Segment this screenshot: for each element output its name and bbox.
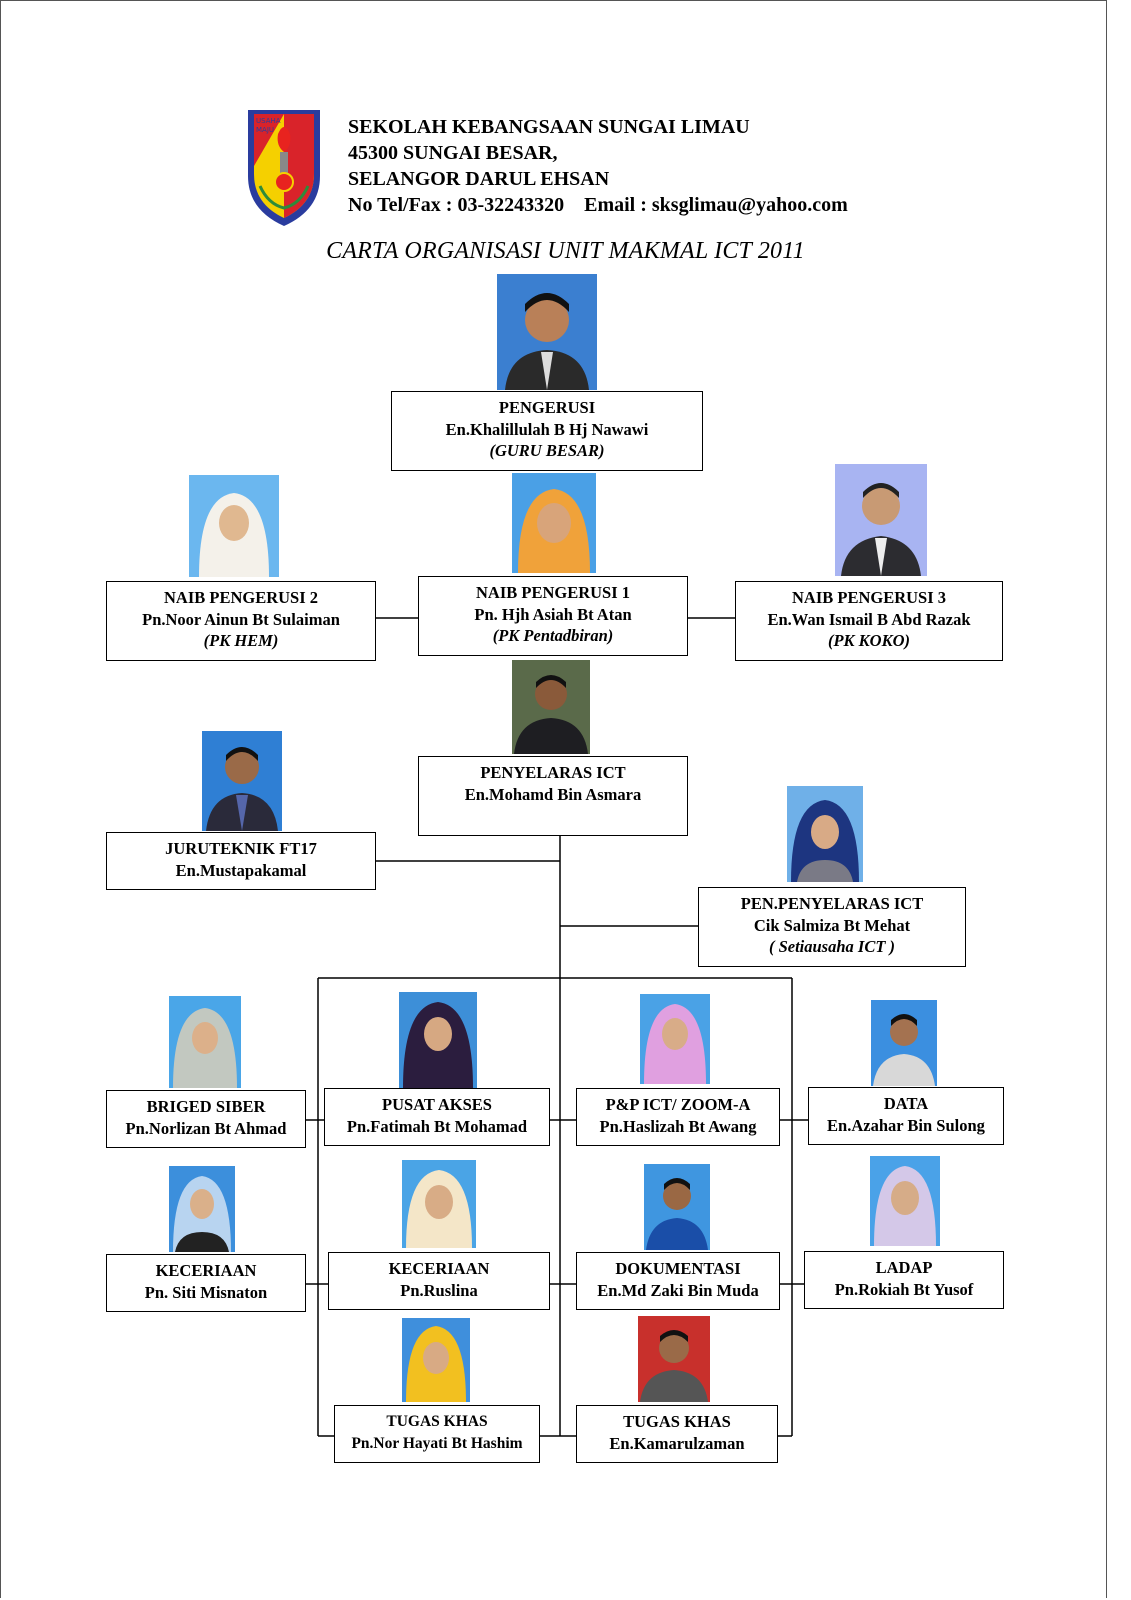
keceriaan1-name: Pn. Siti Misnaton — [144, 1282, 268, 1302]
data-photo — [871, 1000, 937, 1086]
naib2-role: NAIB PENGERUSI 2 — [163, 588, 319, 607]
naib1-role: NAIB PENGERUSI 1 — [475, 583, 631, 602]
juruteknik-photo — [202, 731, 282, 831]
pen-penyelaras-note: ( Setiausaha ICT ) — [768, 937, 896, 956]
svg-text:MAJU: MAJU — [256, 126, 275, 134]
school-contact: No Tel/Fax : 03-32243320 Email : sksglimau@yahoo.com — [348, 194, 848, 216]
naib3-note: (PK KOKO) — [827, 631, 911, 650]
pusat-name: Pn.Fatimah Bt Mohamad — [346, 1116, 528, 1136]
naib2-photo — [189, 475, 279, 577]
pen-penyelaras-photo — [787, 786, 863, 882]
pusat-role: PUSAT AKSES — [382, 1095, 492, 1114]
briged-photo — [169, 996, 241, 1088]
keceriaan1-photo — [169, 1166, 235, 1252]
pen-penyelaras-name: Cik Salmiza Bt Mehat — [753, 915, 911, 935]
data-role: DATA — [883, 1094, 929, 1113]
naib2-name: Pn.Noor Ainun Bt Sulaiman — [142, 609, 340, 629]
data-box — [808, 1087, 1004, 1145]
school-address-line2: SELANGOR DARUL EHSAN — [348, 168, 610, 190]
chart-title: CARTA ORGANISASI UNIT MAKMAL ICT 2011 — [326, 238, 805, 264]
keceriaan2-photo — [402, 1160, 476, 1248]
naib3-role: NAIB PENGERUSI 3 — [791, 588, 947, 607]
keceriaan1-box — [106, 1254, 306, 1312]
keceriaan2-box — [328, 1252, 550, 1310]
school-address-line1: 45300 SUNGAI BESAR, — [348, 142, 558, 164]
pengerusi-box — [391, 391, 703, 471]
pen-penyelaras-role: PEN.PENYELARAS ICT — [740, 894, 924, 913]
pen-penyelaras-box — [698, 887, 966, 967]
tugas1-box — [334, 1405, 540, 1463]
briged-role: BRIGED SIBER — [146, 1097, 266, 1116]
pnp-box — [576, 1088, 780, 1146]
tugas1-role: TUGAS KHAS — [386, 1413, 488, 1430]
naib1-name: Pn. Hjh Asiah Bt Atan — [474, 604, 632, 624]
juruteknik-name: En.Mustapakamal — [175, 860, 307, 880]
naib3-box — [735, 581, 1003, 661]
pnp-name: Pn.Haslizah Bt Awang — [599, 1116, 757, 1136]
data-name: En.Azahar Bin Sulong — [827, 1115, 985, 1135]
pengerusi-name: En.Khalillulah B Hj Nawawi — [445, 419, 649, 439]
pengerusi-role: PENGERUSI — [498, 398, 596, 417]
naib2-note: (PK HEM) — [203, 631, 279, 650]
penyelaras-role: PENYELARAS ICT — [480, 763, 626, 782]
penyelaras-photo — [512, 660, 590, 754]
ladap-box — [804, 1251, 1004, 1309]
pengerusi-photo — [497, 274, 597, 390]
naib3-name: En.Wan Ismail B Abd Razak — [767, 609, 971, 629]
penyelaras-box — [418, 756, 688, 836]
dokumentasi-name: En.Md Zaki Bin Muda — [597, 1280, 759, 1300]
penyelaras-name: En.Mohamd Bin Asmara — [464, 784, 642, 804]
keceriaan2-name: Pn.Ruslina — [400, 1280, 478, 1300]
ladap-role: LADAP — [875, 1258, 933, 1277]
svg-text:USAHA: USAHA — [256, 117, 281, 125]
pusat-box — [324, 1088, 550, 1146]
naib1-photo — [512, 473, 596, 573]
pusat-akses-photo — [399, 992, 477, 1088]
school-name: SEKOLAH KEBANGSAAN SUNGAI LIMAU — [348, 116, 750, 138]
pnp-role: P&P ICT/ ZOOM-A — [605, 1095, 751, 1114]
dokumentasi-role: DOKUMENTASI — [615, 1259, 741, 1278]
dokumentasi-box — [576, 1252, 780, 1310]
tugas1-photo — [402, 1318, 470, 1402]
pengerusi-note: (GURU BESAR) — [489, 441, 605, 460]
naib1-box — [418, 576, 688, 656]
briged-name: Pn.Norlizan Bt Ahmad — [125, 1118, 287, 1138]
ladap-name: Pn.Rokiah Bt Yusof — [834, 1279, 974, 1299]
tugas2-role: TUGAS KHAS — [623, 1412, 731, 1431]
pnp-photo — [640, 994, 710, 1084]
tugas2-photo — [638, 1316, 710, 1402]
tugas2-box — [576, 1405, 778, 1463]
ladap-photo — [870, 1156, 940, 1246]
tugas2-name: En.Kamarulzaman — [609, 1433, 745, 1453]
naib3-photo — [835, 464, 927, 576]
keceriaan2-role: KECERIAAN — [388, 1259, 490, 1278]
juruteknik-box — [106, 832, 376, 890]
tugas1-name: Pn.Nor Hayati Bt Hashim — [351, 1434, 523, 1452]
keceriaan1-role: KECERIAAN — [155, 1261, 257, 1280]
juruteknik-role: JURUTEKNIK FT17 — [165, 839, 317, 858]
briged-box — [106, 1090, 306, 1148]
naib2-box — [106, 581, 376, 661]
naib1-note: (PK Pentadbiran) — [492, 626, 614, 645]
dokumentasi-photo — [644, 1164, 710, 1250]
